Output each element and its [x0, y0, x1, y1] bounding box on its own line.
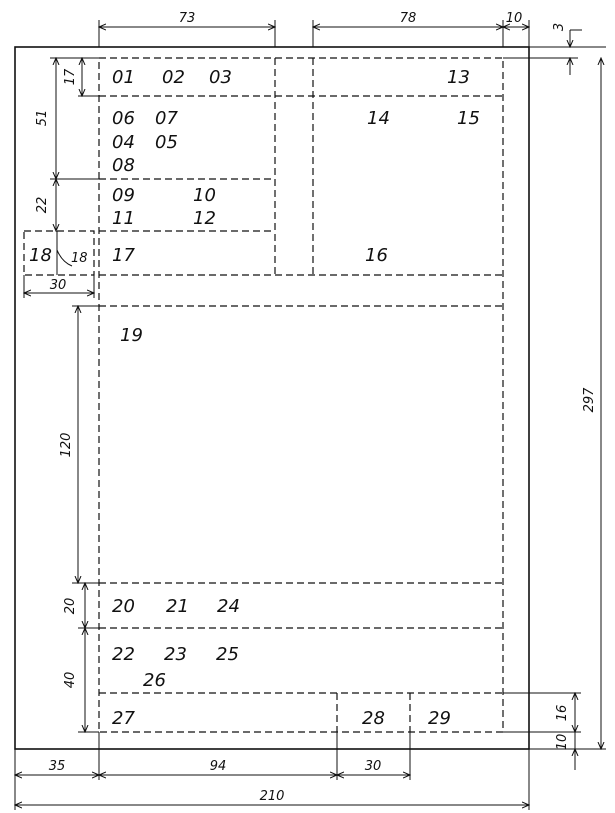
dim-78: 78	[399, 11, 417, 26]
dim-30-bottom: 30	[364, 759, 382, 774]
zone-14: 14	[367, 108, 390, 129]
dim-16: 16	[555, 704, 570, 722]
zone-10: 10	[193, 185, 216, 206]
zone-21: 21	[166, 596, 189, 617]
dim-10-right: 10	[555, 733, 570, 751]
dim-17: 17	[63, 68, 78, 86]
zone-07: 07	[155, 108, 178, 129]
zone-20: 20	[112, 596, 135, 617]
dim-51: 51	[35, 109, 50, 127]
dim-35: 35	[48, 759, 66, 774]
zone-17: 17	[112, 245, 135, 266]
zone-11: 11	[112, 208, 135, 229]
zone-18-leader: 18	[71, 251, 88, 266]
zone-01: 01	[112, 67, 135, 88]
dim-30-left: 30	[49, 278, 67, 293]
zone-13: 13	[447, 67, 470, 88]
zone-06: 06	[112, 108, 135, 129]
zone-28: 28	[362, 708, 385, 729]
zone-24: 24	[217, 596, 240, 617]
dim-20: 20	[63, 597, 78, 615]
zone-19: 19	[120, 325, 143, 346]
dim-40: 40	[63, 671, 78, 689]
zone-29: 29	[428, 708, 451, 729]
zone-23: 23	[164, 644, 187, 665]
sheet-border	[15, 47, 529, 749]
dim-120: 120	[59, 432, 74, 458]
leader-18	[57, 250, 72, 266]
zone-04: 04	[112, 132, 135, 153]
zone-25: 25	[216, 644, 239, 665]
zone-09: 09	[112, 185, 135, 206]
zone-18-box: 18	[29, 245, 52, 266]
zone-16: 16	[365, 245, 388, 266]
zone-02: 02	[162, 67, 185, 88]
zone-08: 08	[112, 155, 135, 176]
zone-12: 12	[193, 208, 216, 229]
zone-03: 03	[209, 67, 232, 88]
zone-26: 26	[143, 670, 166, 691]
zone-27: 27	[112, 708, 135, 729]
dim-10-top: 10	[505, 11, 523, 26]
zone-05: 05	[155, 132, 178, 153]
dim-73: 73	[178, 11, 196, 26]
dim-297: 297	[582, 387, 597, 413]
form-frame	[99, 58, 503, 732]
zone-15: 15	[457, 108, 480, 129]
dim-3: 3	[552, 22, 567, 32]
zone-22: 22	[112, 644, 135, 665]
dim-94: 94	[209, 759, 227, 774]
dim-22: 22	[35, 196, 50, 214]
dim-210: 210	[259, 789, 285, 804]
